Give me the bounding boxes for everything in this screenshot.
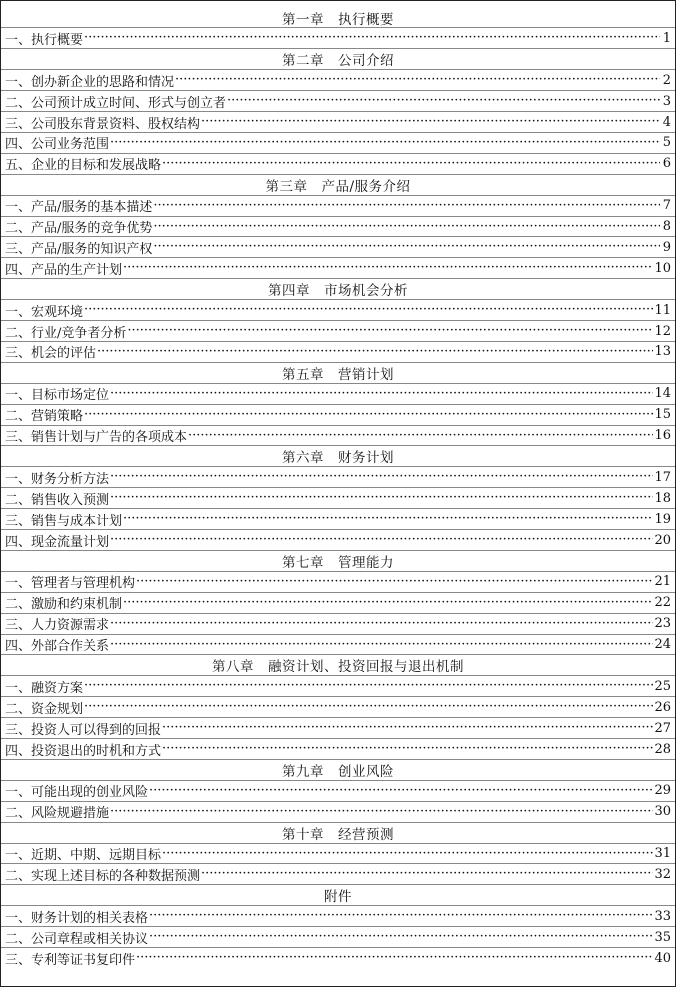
row-divider bbox=[1, 445, 675, 446]
row-divider bbox=[1, 195, 675, 196]
dot-leader bbox=[84, 699, 653, 713]
toc-entry-label: 二、行业/竞争者分析 bbox=[5, 325, 127, 341]
toc-entry[interactable] bbox=[1, 801, 675, 822]
toc-entry-label: 一、产品/服务的基本描述 bbox=[5, 200, 153, 216]
dot-leader bbox=[84, 407, 653, 421]
row-divider bbox=[1, 383, 675, 384]
toc-entry-page-number: 6 bbox=[662, 156, 671, 172]
toc-entry[interactable] bbox=[1, 28, 675, 49]
toc-entry[interactable] bbox=[1, 383, 675, 404]
row-divider bbox=[1, 48, 675, 49]
row-divider bbox=[1, 27, 675, 28]
toc-entry[interactable] bbox=[1, 216, 675, 237]
toc-entry[interactable] bbox=[1, 425, 675, 446]
row-divider bbox=[1, 111, 675, 112]
chapter-heading: 附件 bbox=[324, 889, 352, 906]
row-divider bbox=[1, 780, 675, 781]
toc-entry-label: 二、实现上述目标的各种数据预测 bbox=[5, 868, 201, 884]
dot-leader bbox=[162, 741, 653, 755]
dot-leader bbox=[136, 574, 653, 588]
toc-entry[interactable] bbox=[1, 404, 675, 425]
dot-leader bbox=[149, 908, 653, 922]
dot-leader bbox=[110, 616, 653, 630]
toc-entry-label: 一、创办新企业的思路和情况 bbox=[5, 74, 175, 90]
toc-entry-label: 一、宏观环境 bbox=[5, 304, 84, 320]
toc-entry[interactable] bbox=[1, 739, 675, 760]
toc-entry-page-number: 24 bbox=[654, 637, 671, 652]
toc-entry-label: 三、专利等证书复印件 bbox=[5, 952, 136, 968]
chapter-heading: 第七章 管理能力 bbox=[282, 554, 394, 571]
toc-entry[interactable] bbox=[1, 948, 675, 969]
toc-entry-label: 二、激励和约束机制 bbox=[5, 597, 123, 613]
row-divider bbox=[1, 947, 675, 948]
toc-entry[interactable] bbox=[1, 571, 675, 592]
row-divider bbox=[1, 717, 675, 718]
row-divider bbox=[1, 654, 675, 655]
toc-entry[interactable] bbox=[1, 676, 675, 697]
dot-leader bbox=[110, 490, 653, 504]
dot-leader bbox=[153, 198, 660, 212]
toc-entry-page-number: 26 bbox=[654, 699, 671, 715]
dot-leader bbox=[123, 260, 653, 274]
toc-entry-page-number: 7 bbox=[662, 198, 671, 214]
toc-entry-page-number: 27 bbox=[654, 720, 671, 736]
toc-entry[interactable] bbox=[1, 780, 675, 801]
row-divider bbox=[1, 320, 675, 321]
toc-entry[interactable] bbox=[1, 341, 675, 362]
dot-leader bbox=[153, 219, 660, 233]
chapter-heading: 第二章 公司介绍 bbox=[282, 53, 394, 70]
toc-entry-page-number: 17 bbox=[654, 469, 671, 485]
row-divider bbox=[1, 153, 675, 154]
toc-entry-label: 四、现金流量计划 bbox=[5, 534, 110, 550]
row-divider bbox=[1, 466, 675, 467]
row-divider bbox=[1, 571, 675, 572]
toc-entry[interactable] bbox=[1, 467, 675, 488]
chapter-heading: 第一章 执行概要 bbox=[282, 11, 394, 28]
toc-entry-page-number: 12 bbox=[654, 323, 671, 339]
toc-entry[interactable] bbox=[1, 321, 675, 342]
row-divider bbox=[1, 132, 675, 133]
row-divider bbox=[1, 362, 675, 363]
toc-entry-label: 三、机会的评估 bbox=[5, 346, 97, 362]
toc-entry-page-number: 9 bbox=[662, 239, 671, 255]
row-divider bbox=[1, 759, 675, 760]
row-divider bbox=[1, 843, 675, 844]
toc-entry-label: 一、管理者与管理机构 bbox=[5, 576, 136, 592]
row-divider bbox=[1, 487, 675, 488]
toc-entry-label: 三、销售计划与广告的各项成本 bbox=[5, 430, 188, 445]
dot-leader bbox=[227, 93, 660, 107]
row-divider bbox=[1, 822, 675, 823]
row-divider bbox=[1, 216, 675, 217]
row-divider bbox=[1, 634, 675, 635]
dot-leader bbox=[123, 595, 653, 609]
dot-leader bbox=[188, 428, 653, 442]
dot-leader bbox=[175, 72, 660, 86]
toc-entry[interactable] bbox=[1, 843, 675, 864]
dot-leader bbox=[153, 239, 660, 253]
toc-entry[interactable] bbox=[1, 70, 675, 91]
row-divider bbox=[1, 592, 675, 593]
row-divider bbox=[1, 174, 675, 175]
toc-entry-label: 三、投资人可以得到的回报 bbox=[5, 722, 162, 738]
toc-entry[interactable] bbox=[1, 718, 675, 739]
row-divider bbox=[1, 236, 675, 237]
toc-entry-page-number: 8 bbox=[662, 219, 671, 234]
dot-leader bbox=[201, 866, 653, 880]
row-divider bbox=[1, 508, 675, 509]
toc-entry[interactable] bbox=[1, 153, 675, 174]
toc-entry-label: 二、营销策略 bbox=[5, 409, 84, 425]
toc-entry-page-number: 18 bbox=[654, 490, 671, 506]
toc-entry-page-number: 1 bbox=[662, 30, 671, 46]
toc-entry-page-number: 14 bbox=[654, 386, 671, 402]
dot-leader bbox=[97, 344, 653, 358]
chapter-heading: 第三章 产品/服务介绍 bbox=[265, 178, 411, 195]
dot-leader bbox=[84, 302, 653, 316]
row-divider bbox=[1, 90, 675, 91]
dot-leader bbox=[136, 950, 653, 964]
toc-entry-page-number: 23 bbox=[654, 616, 671, 632]
toc-entry-page-number: 3 bbox=[662, 93, 671, 109]
toc-entry[interactable] bbox=[1, 509, 675, 530]
toc-entry[interactable] bbox=[1, 112, 675, 133]
chapter-heading: 第九章 创业风险 bbox=[282, 763, 394, 780]
toc-entry-label: 一、执行概要 bbox=[5, 32, 84, 48]
toc-entry-label: 一、财务计划的相关表格 bbox=[5, 910, 149, 926]
toc-entry-page-number: 5 bbox=[662, 135, 671, 151]
toc-entry-label: 四、投资退出的时机和方式 bbox=[5, 743, 162, 759]
row-divider bbox=[1, 926, 675, 927]
toc-entry[interactable] bbox=[1, 132, 675, 153]
toc-entry[interactable] bbox=[1, 613, 675, 634]
dot-leader bbox=[127, 323, 653, 337]
toc-entry-page-number: 2 bbox=[662, 72, 671, 88]
row-divider bbox=[1, 404, 675, 405]
toc-entry-page-number: 13 bbox=[654, 344, 671, 360]
row-divider bbox=[1, 738, 675, 739]
row-divider bbox=[1, 696, 675, 697]
toc-entry-page-number: 11 bbox=[654, 302, 671, 318]
row-divider bbox=[1, 884, 675, 885]
toc-entry-label: 二、资金规划 bbox=[5, 701, 84, 717]
toc-entry-page-number: 32 bbox=[654, 866, 671, 882]
toc-entry-page-number: 20 bbox=[654, 532, 671, 548]
toc-entry-label: 三、人力资源需求 bbox=[5, 618, 110, 634]
row-divider bbox=[1, 905, 675, 906]
toc-entry[interactable] bbox=[1, 906, 675, 927]
chapter-heading: 第八章 融资计划、投资回报与退出机制 bbox=[212, 659, 464, 676]
toc-entry[interactable] bbox=[1, 258, 675, 279]
toc-entry[interactable] bbox=[1, 488, 675, 509]
row-divider bbox=[1, 341, 675, 342]
toc-entry[interactable] bbox=[1, 300, 675, 321]
toc-entry-label: 四、外部合作关系 bbox=[5, 639, 110, 654]
dot-leader bbox=[110, 135, 660, 149]
toc-entry-page-number: 31 bbox=[654, 846, 671, 861]
row-divider bbox=[1, 863, 675, 864]
row-divider bbox=[1, 801, 675, 802]
dot-leader bbox=[110, 637, 653, 651]
dot-leader bbox=[162, 156, 660, 170]
toc-entry-label: 二、公司章程或相关协议 bbox=[5, 931, 149, 947]
toc-entry-label: 四、公司业务范围 bbox=[5, 137, 110, 153]
toc-entry[interactable] bbox=[1, 91, 675, 112]
toc-entry[interactable] bbox=[1, 530, 675, 551]
toc-entry[interactable] bbox=[1, 927, 675, 948]
toc-entry-page-number: 35 bbox=[654, 929, 671, 945]
dot-leader bbox=[110, 532, 653, 546]
toc-entry-label: 二、公司预计成立时间、形式与创立者 bbox=[5, 95, 227, 111]
toc-entry[interactable] bbox=[1, 195, 675, 216]
dot-leader bbox=[123, 511, 653, 525]
toc-entry-page-number: 10 bbox=[654, 260, 671, 276]
toc-entry-page-number: 16 bbox=[654, 428, 671, 443]
toc-entry-page-number: 25 bbox=[654, 678, 671, 694]
row-divider bbox=[1, 550, 675, 551]
dot-leader bbox=[149, 929, 653, 943]
toc-entry-label: 二、销售收入预测 bbox=[5, 492, 110, 508]
row-divider bbox=[1, 278, 675, 279]
toc-entry-page-number: 19 bbox=[654, 511, 671, 527]
dot-leader bbox=[162, 720, 653, 734]
toc-entry-page-number: 28 bbox=[654, 741, 671, 757]
dot-leader bbox=[84, 30, 660, 44]
toc-entry-page-number: 4 bbox=[662, 114, 671, 130]
toc-entry-page-number: 15 bbox=[654, 407, 671, 423]
dot-leader bbox=[84, 678, 653, 692]
toc-entry[interactable] bbox=[1, 592, 675, 613]
dot-leader bbox=[110, 386, 653, 400]
toc-entry-label: 三、销售与成本计划 bbox=[5, 513, 123, 529]
toc-entry-label: 一、融资方案 bbox=[5, 680, 84, 696]
row-divider bbox=[1, 257, 675, 258]
toc-entry-page-number: 21 bbox=[654, 574, 671, 590]
dot-leader bbox=[110, 804, 653, 818]
toc-entry-label: 一、近期、中期、远期目标 bbox=[5, 848, 162, 863]
toc-entry-label: 五、企业的目标和发展战略 bbox=[5, 158, 162, 174]
row-divider bbox=[1, 529, 675, 530]
toc-entry-page-number: 30 bbox=[654, 804, 671, 820]
dot-leader bbox=[149, 783, 653, 797]
toc-entry-label: 一、可能出现的创业风险 bbox=[5, 785, 149, 801]
dot-leader bbox=[162, 846, 653, 860]
chapter-heading: 第五章 营销计划 bbox=[282, 366, 394, 383]
toc-entry[interactable] bbox=[1, 697, 675, 718]
row-divider bbox=[1, 613, 675, 614]
toc-entry[interactable] bbox=[1, 864, 675, 885]
toc-entry[interactable] bbox=[1, 237, 675, 258]
dot-leader bbox=[110, 469, 653, 483]
toc-entry-page-number: 40 bbox=[654, 950, 671, 966]
toc-entry-label: 一、财务分析方法 bbox=[5, 471, 110, 487]
toc-entry[interactable] bbox=[1, 634, 675, 655]
toc-entry-label: 三、公司股东背景资料、股权结构 bbox=[5, 116, 201, 132]
toc-entry-label: 四、产品的生产计划 bbox=[5, 262, 123, 278]
row-divider bbox=[1, 425, 675, 426]
row-divider bbox=[1, 299, 675, 300]
toc-entry-label: 二、产品/服务的竞争优势 bbox=[5, 221, 153, 236]
chapter-heading: 第六章 财务计划 bbox=[282, 450, 394, 467]
toc-entry-page-number: 22 bbox=[654, 595, 671, 611]
toc-entry-label: 二、风险规避措施 bbox=[5, 806, 110, 822]
toc-entry-label: 一、目标市场定位 bbox=[5, 388, 110, 404]
row-divider bbox=[1, 69, 675, 70]
dot-leader bbox=[201, 114, 660, 128]
toc-entry-page-number: 29 bbox=[654, 783, 671, 799]
row-divider bbox=[1, 675, 675, 676]
chapter-heading: 第十章 经营预测 bbox=[282, 826, 394, 843]
toc-entry-label: 三、产品/服务的知识产权 bbox=[5, 241, 153, 257]
chapter-heading: 第四章 市场机会分析 bbox=[268, 283, 408, 300]
toc-entry-page-number: 33 bbox=[654, 908, 671, 924]
